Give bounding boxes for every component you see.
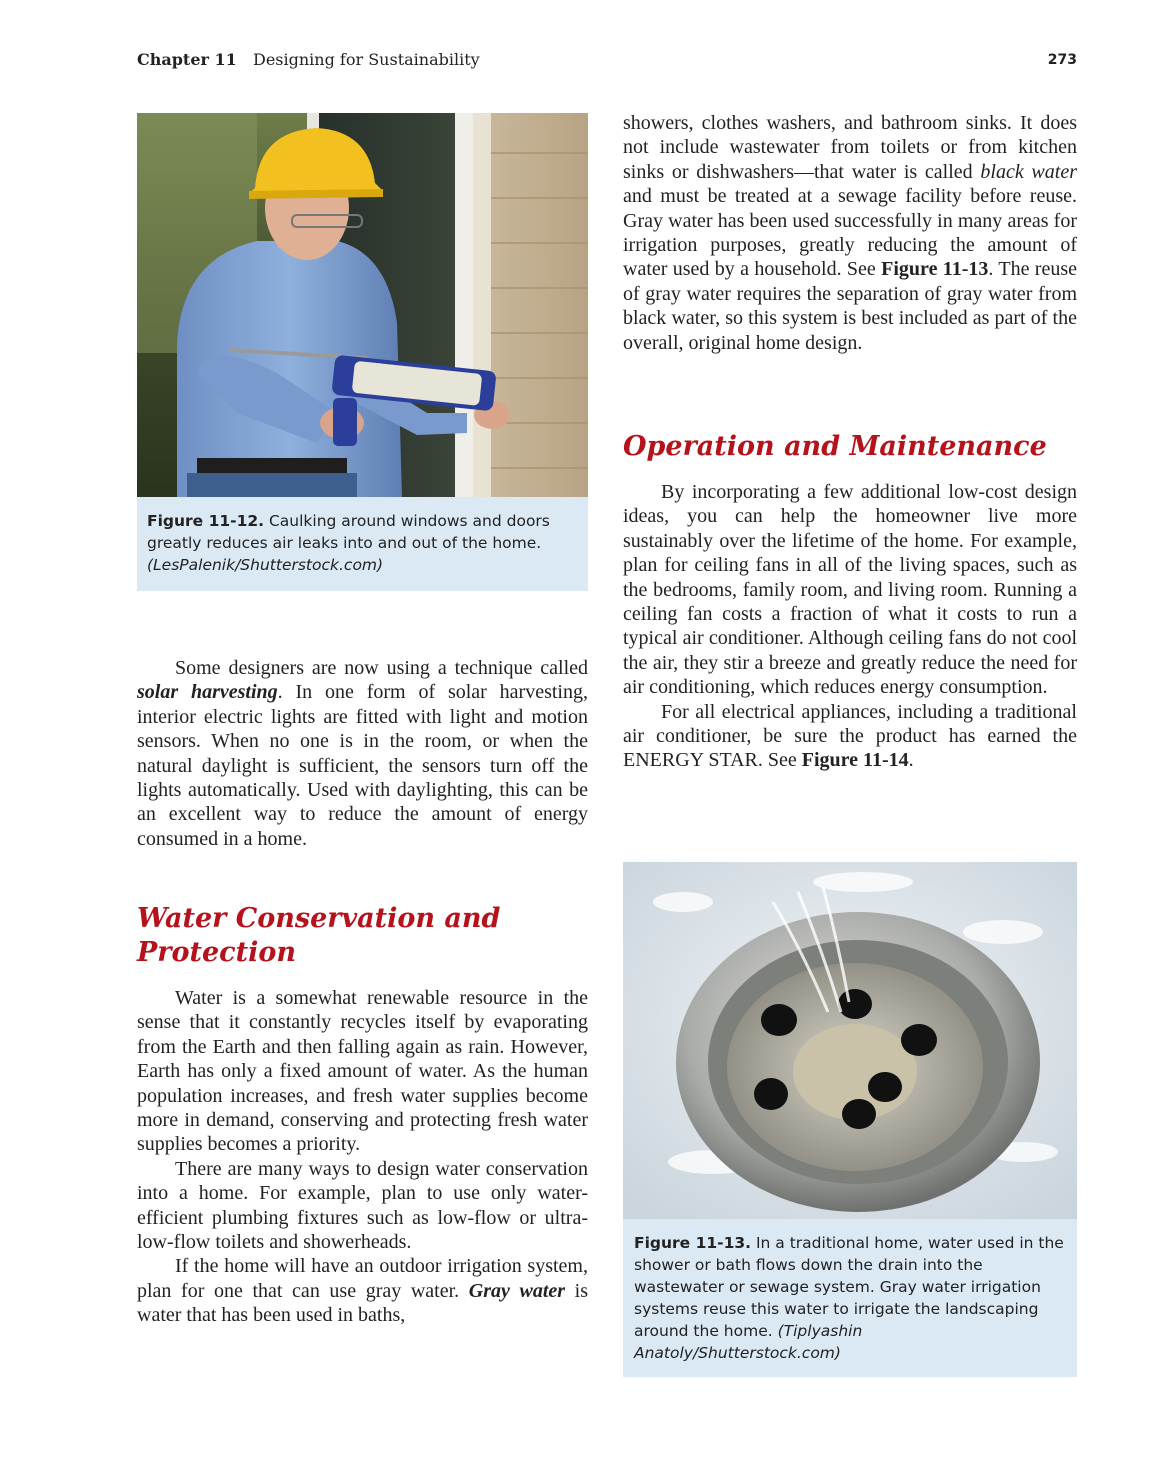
figure-11-13-photo: [623, 862, 1077, 1219]
figure-11-13-text: In a traditional home, water used in the shower or bath flows down the drain into the wastewater or sewage system. Gray water irrigation systems reuse this water to irrigate the landscaping around the home.: [634, 1234, 1064, 1340]
water-resource-paragraph: Water is a somewhat renewable resource in the sense that it constantly recycles itself by evaporating from the Earth and then falling again as rain. However, Earth has only a fixed amount of water. As the human population increases, and fresh water supplies become more in demand, conserving and protecting fresh water supplies becomes a priority.: [137, 987, 588, 1156]
text-run: .: [908, 749, 914, 772]
figure-11-12-caption: [137, 497, 588, 591]
text-run: . In one form of solar harvesting, interior electric lights are fitted with light and motion sensors. When no one is in the room, or when the natural daylight is sufficient, the sensors turn off the lights automatically. Used with daylighting, this can be an excellent way to reduce the amount of energy consumed in a home.: [137, 681, 588, 850]
gray-water-paragraph: [137, 1254, 588, 1327]
gray-water-continued-paragraph: [623, 111, 1077, 355]
text-run: is water that has been used in baths,: [137, 1279, 588, 1327]
ceiling-fan-paragraph: By incorporating a few additional low-cost design ideas, you can help the homeowner live more sustainably over the lifetime of the home. For example, plan for ceiling fans in all of the living spaces, such as the bedrooms, family room, and living room. Running a ceiling fan costs a fraction of what it costs to run a typical air conditioner. Although ceiling fans do not cool the air, they stir a breeze and greatly reduce the need for air conditioning, which reduces energy consumption.: [623, 481, 1077, 699]
figure-11-13-credit: (Tiplyashin Anatoly/Shutterstock.com): [634, 1322, 863, 1362]
figure-11-12-text: Caulking around windows and doors greatly reduces air leaks into and out of the home.: [147, 512, 550, 552]
left-column-upper: [137, 656, 588, 851]
text-run: and must be treated at a sewage facility before reuse. Gray water has been used successfully in many areas for irrigation purposes, greatly reducing the amount of water used by a household. See: [623, 185, 1077, 281]
chapter-title: Designing for Sustainability: [253, 50, 480, 69]
term-black-water: black water: [980, 160, 1077, 183]
running-header: [137, 50, 1077, 74]
drain-illustration: [623, 862, 1077, 1219]
solar-harvesting-paragraph: [137, 656, 588, 851]
ref-figure-11-14: Figure 11-14: [801, 749, 909, 772]
left-column-lower: [137, 986, 588, 1328]
heading-line-1: Water Conservation and: [137, 903, 501, 934]
text-run: Some designers are now using a technique called: [175, 657, 588, 679]
text-run: If the home will have an outdoor irrigation system, plan for one that can use gray water.: [137, 1255, 588, 1302]
figure-11-12-label: Figure 11-12.: [147, 512, 265, 530]
figure-11-12-credit: (LesPalenik/Shutterstock.com): [147, 556, 384, 574]
energy-star-paragraph: [623, 700, 1077, 773]
figure-11-13-caption: [623, 1219, 1077, 1377]
ref-figure-11-13: Figure 11-13: [881, 258, 989, 281]
term-gray-water: Gray water: [468, 1279, 566, 1302]
chapter-label: Chapter 11: [137, 50, 237, 69]
heading-line-2: Protection: [137, 937, 296, 968]
section-heading-operation-maintenance: Operation and Maintenance: [623, 431, 1047, 462]
figure-11-12-photo: [137, 113, 588, 497]
text-run: . The reuse of gray water requires the separation of gray water from black water, so this system is best included as part of the overall, original home design.: [623, 258, 1077, 354]
term-solar-harvesting: solar harvesting: [137, 681, 278, 704]
page-number: 273: [1047, 52, 1077, 68]
figure-11-13-label: Figure 11-13.: [634, 1234, 752, 1252]
right-heading-block: [623, 430, 1077, 464]
right-column-lower: [623, 480, 1077, 773]
text-run: showers, clothes washers, and bathroom sinks. It does not include wastewater from toilets or from kitchen sinks or dishwashers—that water is called: [623, 112, 1077, 183]
section-heading-water-conservation: [137, 902, 588, 970]
left-heading-block: [137, 902, 588, 970]
water-conservation-paragraph: There are many ways to design water conservation into a home. For example, plan to use only water-efficient plumbing fixtures such as low-flow or ultra-low-flow toilets and showerheads.: [137, 1157, 588, 1254]
caulking-worker-illustration: [137, 113, 588, 497]
text-run: For all electrical appliances, including a traditional air conditioner, be sure the product has earned the ENERGY STAR. See: [623, 700, 1077, 772]
right-column-upper: [623, 111, 1077, 355]
